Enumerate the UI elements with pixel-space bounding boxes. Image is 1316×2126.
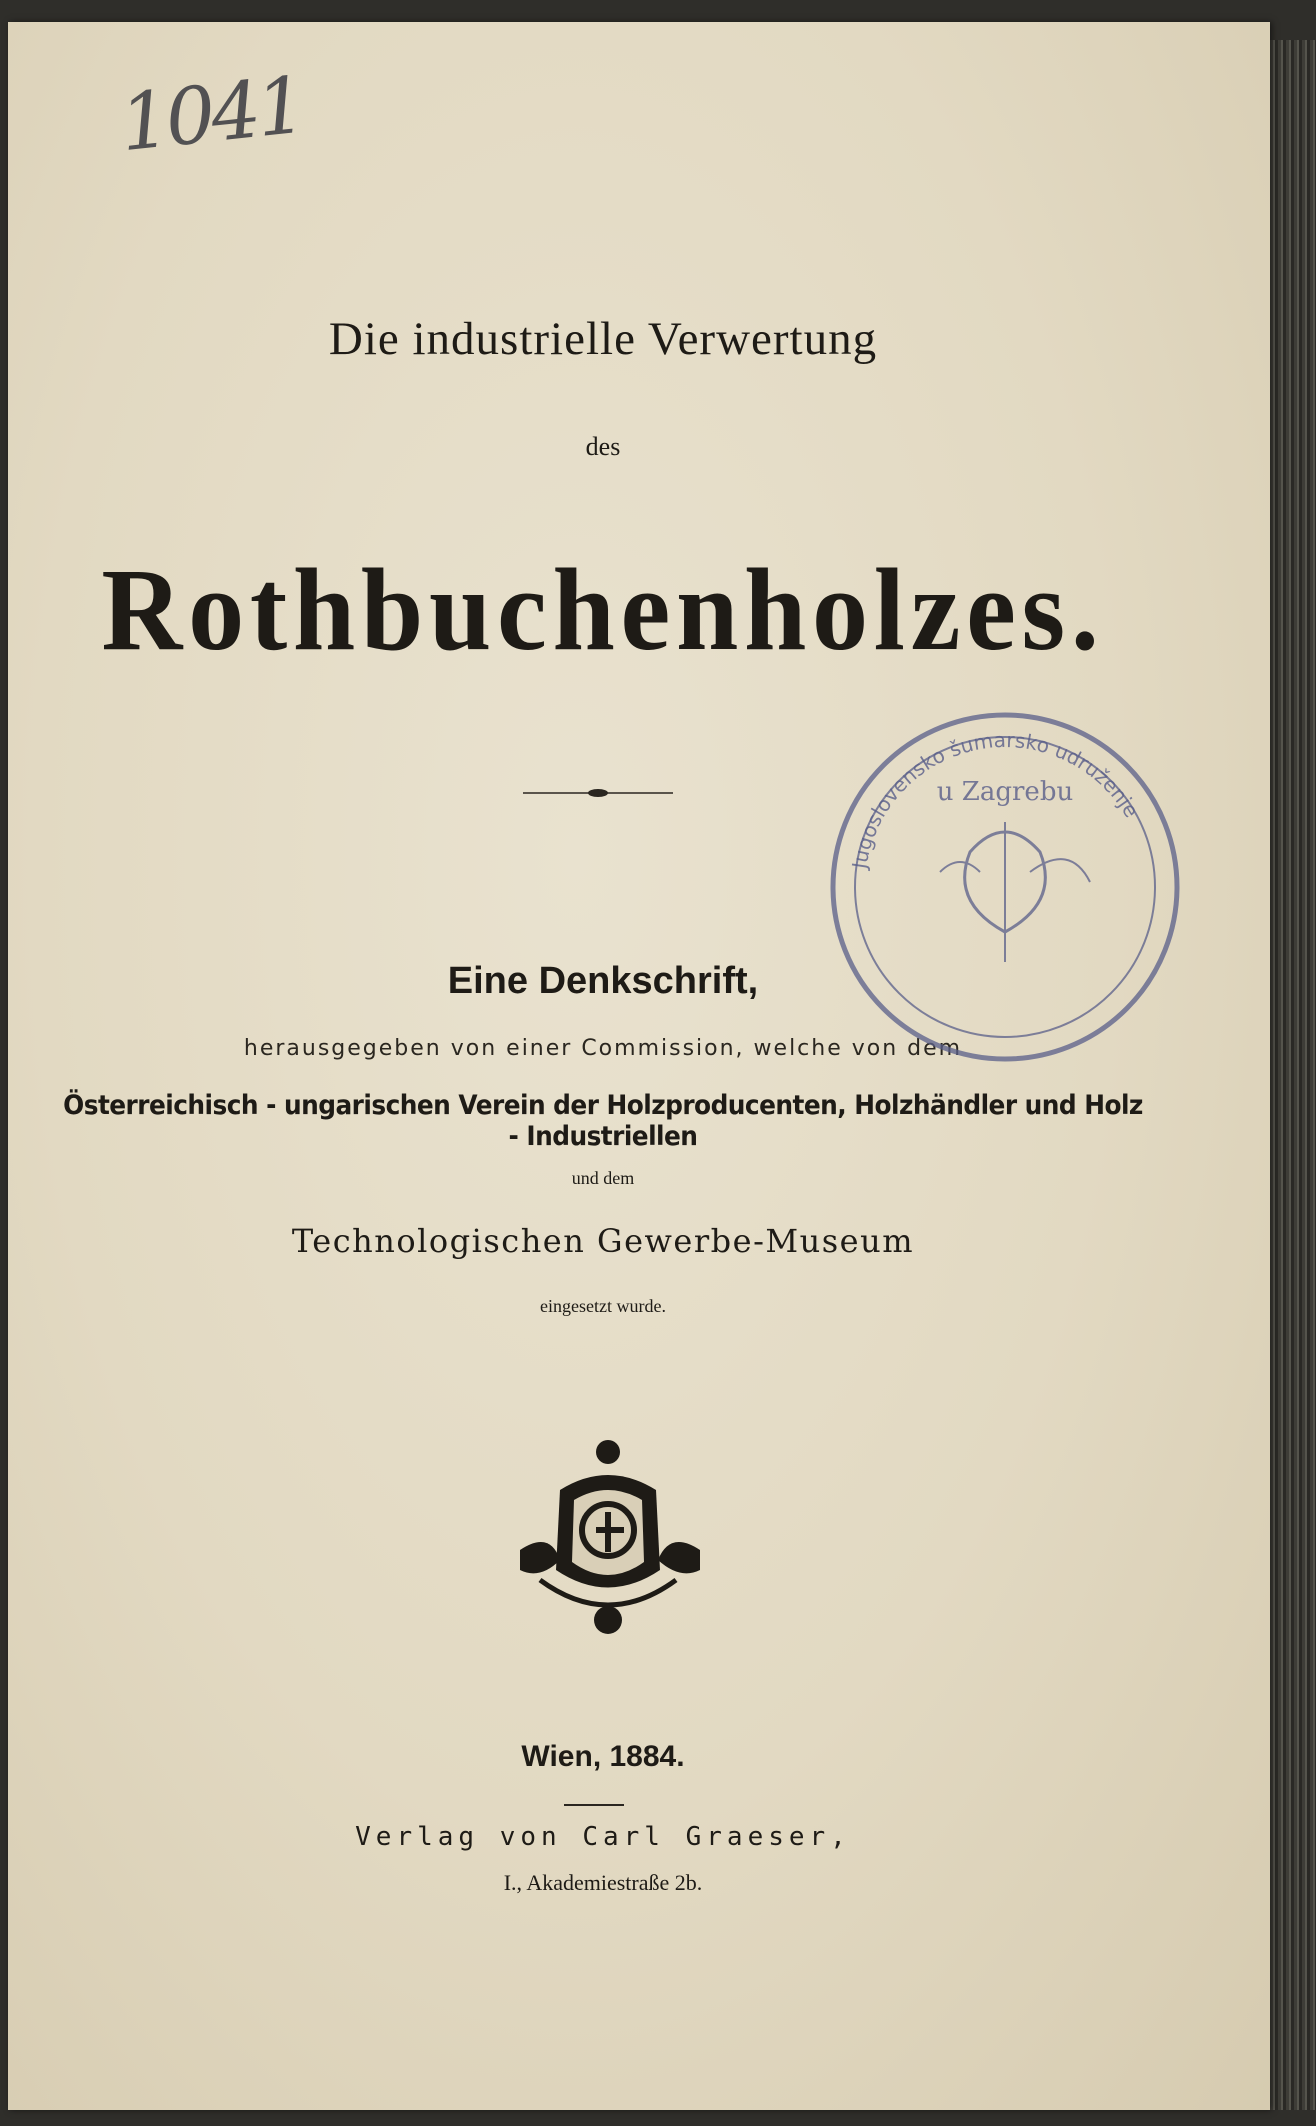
subtitle: Eine Denkschrift, [447, 960, 759, 1002]
ornament-rule-icon [523, 786, 673, 800]
association-name: Österreichisch - ungarischen Verein der Holzproducenten, Holzhändler und Holz - Industriellen [63, 1090, 1143, 1152]
editors-line: herausgegeben von einer Commission, welche von dem [243, 1036, 963, 1061]
book-edge [1270, 40, 1316, 2110]
publisher-emblem-icon [500, 1430, 730, 1650]
main-title: Rothbuchenholzes. [101, 544, 1105, 675]
established-line: eingesetzt wurde. [540, 1296, 666, 1316]
library-stamp-icon [820, 702, 1190, 1072]
title-page [8, 22, 1270, 2110]
publisher: Verlag von Carl Graeser, [355, 1822, 851, 1852]
address: I., Akademiestraße 2b. [503, 1870, 703, 1895]
short-rule [564, 1804, 624, 1806]
museum-name: Technologischen Gewerbe-Museum [291, 1222, 915, 1260]
und-dem: und dem [571, 1168, 635, 1188]
title-line-1: Die industrielle Verwertung [328, 313, 878, 365]
stamp-outer-text: Jugoslovensko šumarsko udruženje [847, 727, 1144, 871]
handwritten-annotation: 1041 [115, 60, 307, 170]
title-des: des [585, 432, 621, 461]
stamp-inner-text: u Zagrebu [936, 777, 1074, 807]
place-year: Wien, 1884. [521, 1740, 685, 1773]
